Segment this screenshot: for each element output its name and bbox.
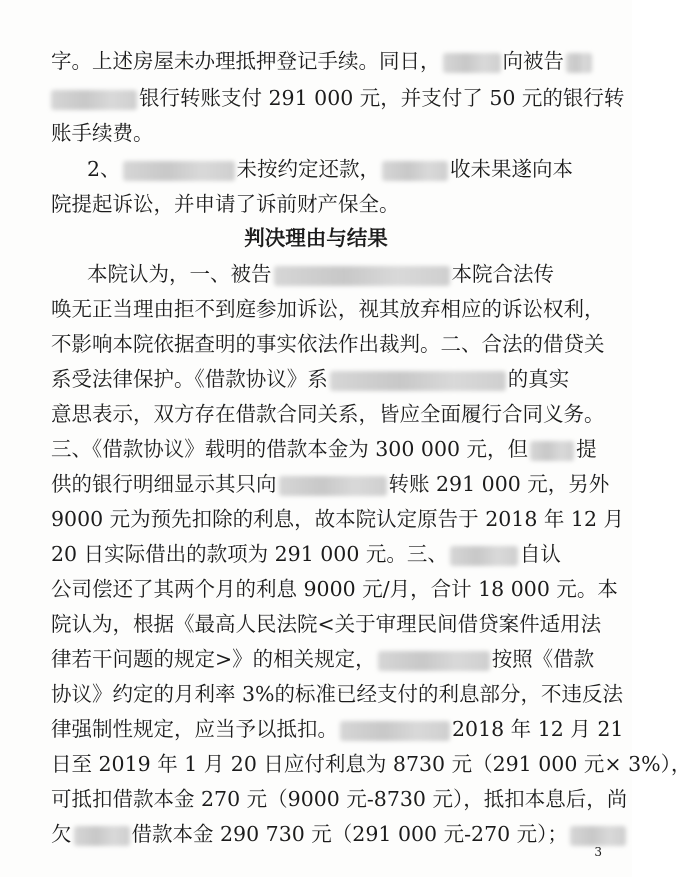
redaction-block [74, 826, 130, 846]
redaction-block [51, 90, 137, 110]
text-segment: 三、《借款协议》载明的借款本金为 300 000 元，但 [51, 437, 529, 461]
section-heading: 判决理由与结果 [244, 226, 388, 250]
text-segment: 2018 年 12 月 21 [452, 717, 624, 741]
text-segment: 欠 [51, 822, 72, 846]
text-line-15 [51, 574, 618, 604]
text-line-19 [51, 714, 624, 744]
text-segment: 日至 2019 年 1 月 20 日应付利息为 8730 元（291 000 元× 3%）， [51, 752, 691, 776]
text-segment: 律强制性规定，应当予以抵扣。 [51, 717, 338, 741]
text-segment: 2、 [87, 157, 121, 181]
text-segment: 自认 [519, 542, 561, 566]
text-segment: 律若干问题的规定>》的相关规定， [51, 647, 376, 671]
text-line-22 [51, 819, 598, 849]
redaction-block [566, 53, 592, 73]
text-line-8 [51, 329, 605, 359]
text-segment: 向被告 [502, 49, 564, 73]
redaction-block [443, 53, 501, 73]
redaction-block [570, 826, 626, 846]
text-line-21 [51, 784, 628, 814]
text-line-7 [51, 294, 605, 324]
text-segment: 协议》约定的月利率 3%的标准已经支付的利息部分，不违反法 [51, 682, 624, 706]
text-segment: 提 [576, 437, 597, 461]
redaction-block [330, 371, 506, 391]
text-segment: 本院认为，一、被告 [87, 262, 272, 286]
text-segment: 20 日实际借出的款项为 291 000 元。三、 [51, 542, 448, 566]
text-line-5 [51, 189, 598, 219]
text-line-13 [51, 504, 625, 534]
text-line-12 [51, 469, 610, 499]
page-number: 3 [594, 845, 602, 859]
text-line-16 [51, 609, 602, 639]
redaction-block [450, 546, 518, 566]
text-segment: 可抵扣借款本金 270 元（9000 元-8730 元），抵扣本息后，尚 [51, 787, 628, 811]
text-line-18 [51, 679, 624, 709]
text-segment: 意思表示，双方存在借款合同关系，皆应全面履行合同义务。 [51, 402, 605, 426]
text-segment: 院认为，根据《最高人民法院<关于审理民间借贷案件适用法 [51, 612, 602, 636]
redaction-block [530, 441, 574, 461]
text-segment: 系受法律保护。《借款协议》系 [51, 367, 328, 391]
redaction-block [123, 161, 235, 181]
text-line-11 [51, 434, 598, 464]
redaction-block [378, 651, 490, 671]
text-segment: 账手续费。 [51, 121, 154, 145]
text-line-2 [51, 83, 625, 113]
text-segment: 唤无正当理由拒不到庭参加诉讼，视其放弃相应的诉讼权利， [51, 297, 605, 321]
text-line-4 [87, 154, 598, 184]
text-segment: 院提起诉讼，并申请了诉前财产保全。 [51, 192, 400, 216]
text-segment: 不影响本院依据查明的事实依法作出裁判。二、合法的借贷关 [51, 332, 605, 356]
text-segment: 按照《借款 [491, 647, 595, 671]
text-segment: 转账 291 000 元，另外 [388, 472, 610, 496]
redaction-block [340, 721, 450, 741]
text-line-9 [51, 364, 598, 394]
text-line-6 [87, 259, 598, 289]
text-segment: 的真实 [507, 367, 570, 391]
text-segment: 字。上述房屋未办理抵押登记手续。同日， [51, 49, 441, 73]
text-line-20 [51, 749, 691, 779]
text-segment: 供的银行明细显示其只向 [51, 472, 277, 496]
redaction-block [382, 161, 448, 181]
text-segment: 未按约定还款， [236, 157, 381, 181]
redaction-block [274, 266, 450, 286]
redaction-block [279, 476, 387, 496]
text-line-10 [51, 399, 605, 429]
text-segment: 公司偿还了其两个月的利息 9000 元/月，合计 18 000 元。本 [51, 577, 618, 601]
text-segment: 9000 元为预先扣除的利息，故本院认定原告于 2018 年 12 月 [51, 507, 625, 531]
text-segment: 本院合法传 [451, 262, 554, 286]
text-line-3 [51, 118, 598, 148]
text-line-14 [51, 539, 598, 569]
text-line-17 [51, 644, 598, 674]
text-segment: 借款本金 290 730 元（291 000 元-270 元）； [131, 822, 568, 846]
text-line-1 [51, 46, 598, 76]
text-segment: 收未果遂向本 [450, 157, 574, 181]
text-segment: 银行转账支付 291 000 元，并支付了 50 元的银行转 [139, 86, 625, 110]
